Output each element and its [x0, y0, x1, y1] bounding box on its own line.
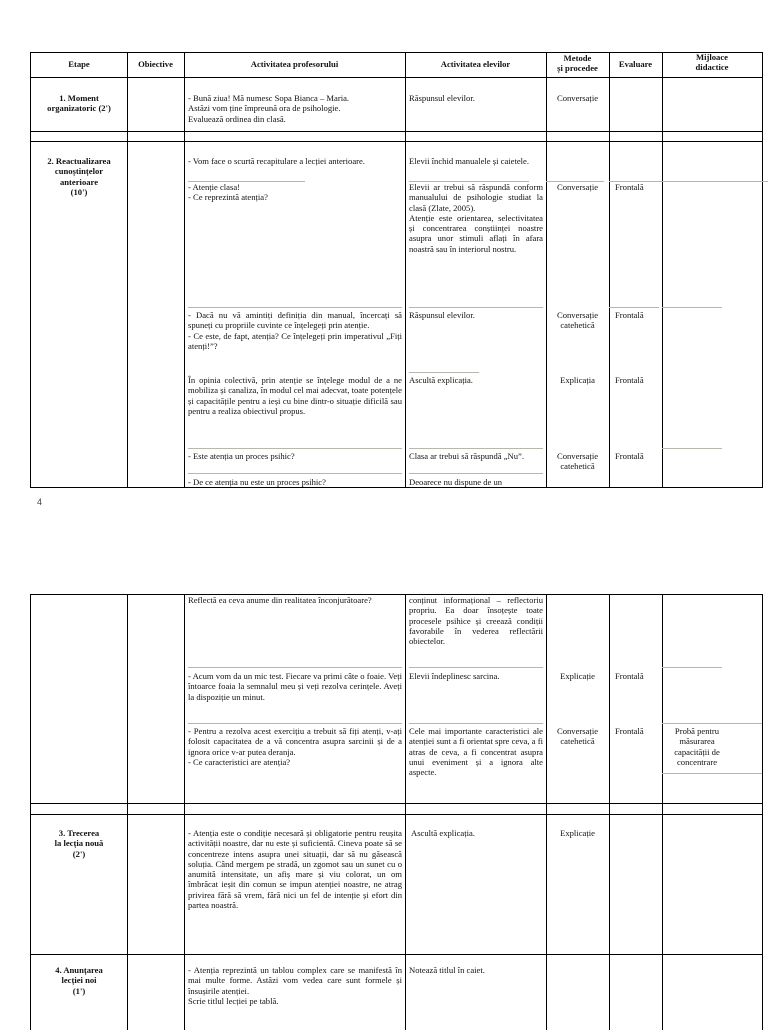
header-activitatea-elevilor: Activitatea elevilor	[440, 59, 511, 69]
header-metode: Metode și procedee	[557, 53, 598, 73]
elev-r2b: Elevii ar trebui să răspundă conform manualului de psihologie studiat la clasă (Zlate, 2005). Atenție este orientarea, selectivitatea și concentrarea conștiinței noastre asupra unor stimuli aflați în afara noastră sau în interiorul nostru.	[409, 182, 543, 254]
eval-rb: Frontală	[615, 671, 644, 681]
elev-r2c: Răspunsul elevilor.	[409, 310, 475, 320]
elev-r4: Notează titlul în caiet.	[409, 965, 485, 975]
metode-r2d: Explicația	[560, 375, 595, 385]
stage-reactualizarea: 2. Reactualizarea cunoștințelor anterioare (10')	[47, 156, 111, 197]
page-number: 4	[37, 497, 43, 507]
prof-rb: - Acum vom da un mic test. Fiecare va primi câte o foaie. Veți întoarce foaia la semnalul meu și veți rezolva cerințele. Aveți la dispoziție un minut.	[188, 671, 402, 702]
elev-ra: conținut informațional – reflectoriu propriu. Ea doar însoțește toate procesele psihice și creează condiții favorabile în vederea reflectării obiectelor.	[409, 595, 543, 647]
metode-r2b: Conversație	[556, 182, 599, 192]
elev-rc: Cele mai importante caracteristici ale atenției sunt a fi orientat spre ceva, a fi atras de ceva, a fi concentrat asupra unui eveniment și a ignora alte aspecte.	[409, 726, 543, 778]
prof-r4: - Atenția reprezintă un tablou complex care se manifestă în mai multe forme. Astăzi vom vedea care sunt formele și însușirile atenției. Scrie titlul lecției pe tablă.	[188, 965, 402, 1006]
eval-r2e: Frontală	[615, 451, 644, 461]
elev-r2d: Ascultă explicația.	[409, 375, 473, 385]
metode-r3: Explicație	[560, 828, 595, 838]
prof-r3: - Atenția este o condiție necesară și obligatorie pentru reușita activității noastre, dar nu este și suficientă. Cineva poate să se concentreze intens asupra unei situații, dar să nu găsească soluția. Când mergem pe stradă, un zgomot sau un sunet cu o anumită intensitate, un afiș mare și viu colorat, un om îmbrăcat ieșit din comun se impun atenției noastre, ne atrag privirea fără să vrem, fără nici un fel de intenție și efort din partea noastră.	[188, 828, 402, 911]
eval-rc: Frontală	[615, 726, 644, 736]
mijloace-rc: Probă pentru măsurarea capacității de concentrare	[674, 726, 720, 767]
metode-r2c: Conversație catehetică	[556, 310, 599, 331]
prof-r2e: - Este atenția un proces psihic?	[188, 451, 295, 461]
prof-ra: Reflectă ea ceva anume din realitatea înconjurătoare?	[188, 595, 372, 605]
header-mijloace: Mijloace didactice	[695, 52, 729, 72]
prof-r1: - Bună ziua! Mă numesc Sopa Bianca – Maria. Astăzi vom ține împreună ora de psihologie. Evaluează ordinea din clasă.	[188, 93, 350, 124]
eval-r2b: Frontală	[615, 182, 644, 192]
prof-r2c: - Dacă nu vă amintiți definiția din manual, încercați să spuneți cu propriile cuvinte ce înțelegeți prin atenție. - Ce este, de fapt, atenția? Ce înțelegeți prin imperativul „Fiți atenți!”?	[188, 310, 402, 351]
prof-r2f: - De ce atenția nu este un proces psihic?	[188, 477, 326, 487]
metode-rc: Conversație catehetică	[556, 726, 599, 747]
metode-rb: Explicație	[560, 671, 595, 681]
stage-moment-organizatoric: 1. Moment organizatoric (2')	[47, 93, 111, 114]
header-etape: Etape	[68, 59, 90, 69]
elev-r2a: Elevii închid manualele și caietele.	[409, 156, 530, 166]
elev-r2f: Deoarece nu dispune de un	[409, 477, 503, 487]
stage-anuntarea: 4. Anunțarea lecției noi (1')	[55, 965, 103, 996]
prof-r2d: În opinia colectivă, prin atenție se înțelege modul de a ne mobiliza și canaliza, în modul cel mai adecvat, toate potențele și capacitățile pentru a ieși cu bine dintr-o situație dificilă sau pentru a realiza obiectivul propus.	[188, 375, 402, 416]
metode-r2e: Conversație catehetică	[556, 451, 599, 472]
header-evaluare: Evaluare	[618, 59, 653, 69]
lesson-plan-table-page2	[30, 594, 763, 1030]
elev-r3: Ascultă explicația.	[411, 828, 475, 838]
prof-rc: - Pentru a rezolva acest exercițiu a trebuit să fiți atenți, v-ați folosit capacitatea de a vă concentra asupra sarcinii și de a ignora orice v-ar putea deranja. - Ce caracteristici are atenția?	[188, 726, 402, 767]
stage-trecerea: 3. Trecerea la lecția nouă (2')	[54, 828, 104, 859]
header-activitatea-profesorului: Activitatea profesorului	[250, 59, 339, 69]
eval-r2c: Frontală	[615, 310, 644, 320]
prof-r2b: - Atenție clasa! - Ce reprezintă atenția?	[188, 182, 268, 203]
elev-rb: Elevii îndeplinesc sarcina.	[409, 671, 500, 681]
elev-r2e: Clasa ar trebui să răspundă „Nu”.	[409, 451, 525, 461]
metode-r1: Conversație	[556, 93, 599, 103]
elev-r1: Răspunsul elevilor.	[409, 93, 475, 103]
eval-r2d: Frontală	[615, 375, 644, 385]
lesson-plan-table-page1	[30, 52, 763, 488]
prof-r2a: - Vom face o scurtă recapitulare a lecției anterioare.	[188, 156, 365, 166]
header-obiective: Obiective	[138, 59, 173, 69]
